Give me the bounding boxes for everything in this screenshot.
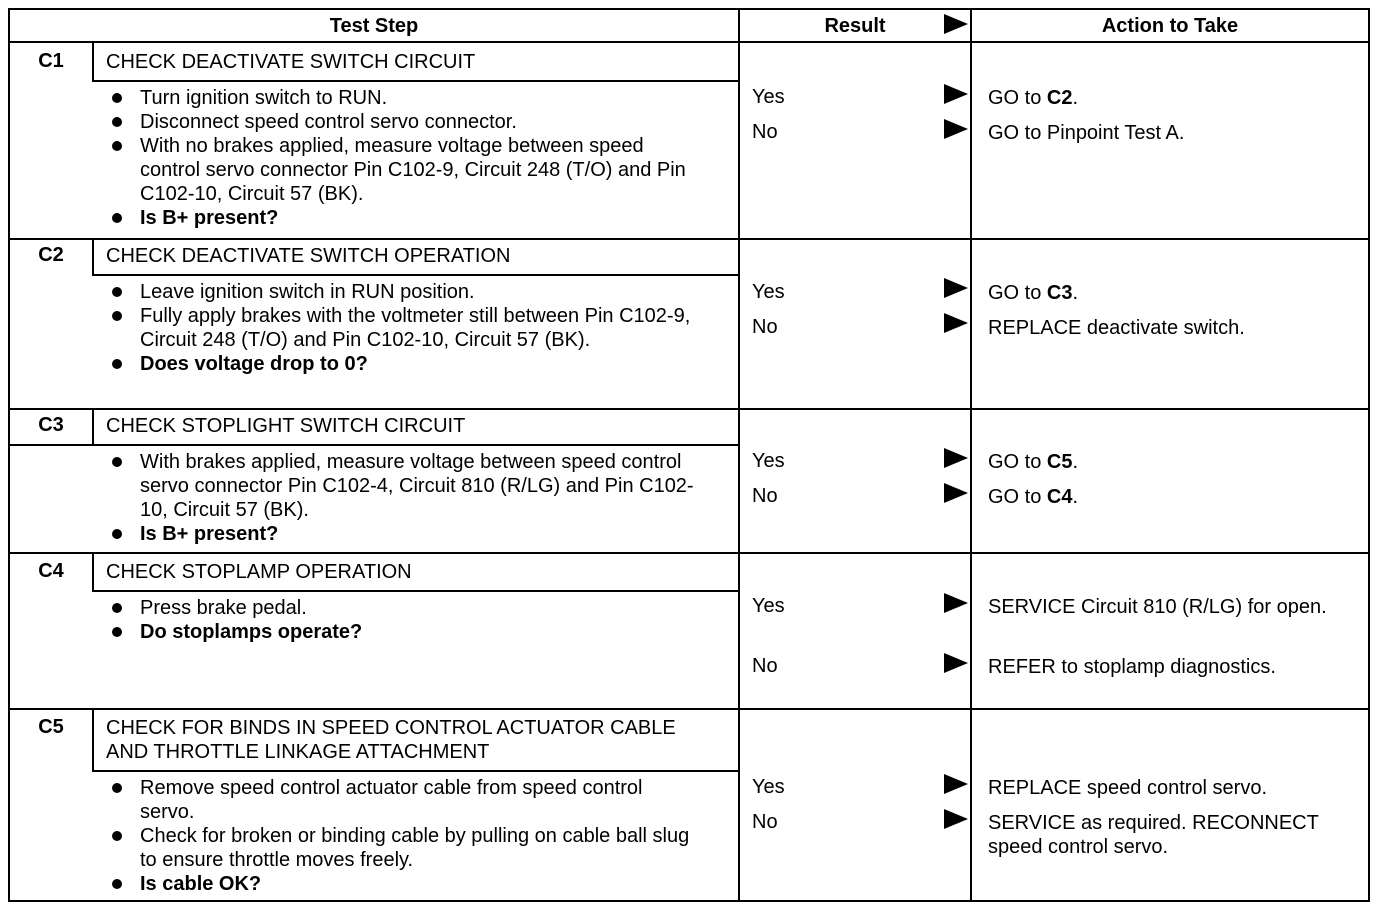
row-divider xyxy=(10,238,1368,240)
result-yes: Yes xyxy=(752,281,785,303)
step-id: C4 xyxy=(38,560,64,582)
step-title: CHECK DEACTIVATE SWITCH OPERATION xyxy=(106,245,511,267)
bullet-item: Press brake pedal. xyxy=(106,596,696,620)
result-no: No xyxy=(752,811,778,833)
bullet-item: Turn ignition switch to RUN. xyxy=(106,86,706,110)
bullet-item: Disconnect speed control servo connector. xyxy=(106,110,706,134)
step-title: CHECK DEACTIVATE SWITCH CIRCUIT xyxy=(106,51,476,73)
arrow-icon xyxy=(944,278,968,298)
step-title: CHECK STOPLAMP OPERATION xyxy=(106,561,412,583)
arrow-icon xyxy=(944,448,968,468)
action-text: GO to C3. xyxy=(988,282,1079,304)
bullet-question: Do stoplamps operate? xyxy=(106,620,696,644)
row-divider xyxy=(10,708,1368,710)
bullet-item: Check for broken or binding cable by pulling on cable ball slug to ensure throttle moves freely. xyxy=(106,824,696,872)
arrow-icon xyxy=(944,313,968,333)
arrow-icon xyxy=(944,483,968,503)
bullet-item: Remove speed control actuator cable from speed control servo. xyxy=(106,776,696,824)
step-id-divider xyxy=(92,554,94,590)
step-id: C5 xyxy=(38,716,64,738)
row-divider xyxy=(10,552,1368,554)
result-no: No xyxy=(752,121,778,143)
step-title: CHECK FOR BINDS IN SPEED CONTROL ACTUATOR CABLE AND THROTTLE LINKAGE ATTACHMENT xyxy=(106,717,676,763)
result-yes: Yes xyxy=(752,86,785,108)
step-bullets xyxy=(106,86,706,230)
column-divider xyxy=(738,10,740,900)
header-action: Action to Take xyxy=(1101,15,1239,37)
bullet-question: Is B+ present? xyxy=(106,206,706,230)
arrow-icon xyxy=(944,119,968,139)
step-id-divider xyxy=(92,42,94,80)
step-bullets xyxy=(106,776,696,896)
bullet-question: Is B+ present? xyxy=(106,522,696,546)
bullet-question: Does voltage drop to 0? xyxy=(106,352,696,376)
bullet-item: With no brakes applied, measure voltage between speed control servo connector Pin C102-9, Circuit 248 (T/O) and Pin C102-10, Circuit 57 (BK). xyxy=(106,134,706,206)
result-no: No xyxy=(752,655,778,677)
result-yes: Yes xyxy=(752,776,785,798)
step-id-divider xyxy=(92,710,94,770)
step-id-divider xyxy=(92,240,94,274)
step-id: C3 xyxy=(38,414,64,436)
arrow-icon xyxy=(944,14,968,34)
result-yes: Yes xyxy=(752,450,785,472)
arrow-icon xyxy=(944,653,968,673)
step-bullets xyxy=(106,280,696,376)
action-text: REPLACE deactivate switch. xyxy=(988,317,1245,339)
step-id-divider xyxy=(92,410,94,444)
bullet-item: With brakes applied, measure voltage between speed control servo connector Pin C102-4, Circuit 810 (R/LG) and Pin C102-10, Circuit 57 (BK). xyxy=(106,450,696,522)
action-text: GO to C2. xyxy=(988,87,1079,109)
step-title-divider xyxy=(10,444,738,446)
step-title-divider xyxy=(92,274,738,276)
step-title-divider xyxy=(92,80,738,82)
arrow-icon xyxy=(944,774,968,794)
header-test-step: Test Step xyxy=(329,15,419,37)
arrow-icon xyxy=(944,84,968,104)
bullet-item: Fully apply brakes with the voltmeter still between Pin C102-9, Circuit 248 (T/O) and Pin C102-10, Circuit 57 (BK). xyxy=(106,304,696,352)
step-id: C1 xyxy=(38,50,64,72)
bullet-question: Is cable OK? xyxy=(106,872,696,896)
action-text: GO to C5. xyxy=(988,451,1079,473)
result-yes: Yes xyxy=(752,595,785,617)
action-text: REFER to stoplamp diagnostics. xyxy=(988,656,1276,678)
action-text: GO to Pinpoint Test A. xyxy=(988,122,1185,144)
step-title-divider xyxy=(92,770,738,772)
action-text: SERVICE as required. RECONNECT speed control servo. xyxy=(988,812,1319,858)
result-no: No xyxy=(752,316,778,338)
step-bullets xyxy=(106,596,696,644)
step-bullets xyxy=(106,450,696,546)
header-divider xyxy=(10,41,1368,43)
arrow-icon xyxy=(944,809,968,829)
arrow-icon xyxy=(944,593,968,613)
row-divider xyxy=(10,408,1368,410)
step-title: CHECK STOPLIGHT SWITCH CIRCUIT xyxy=(106,415,466,437)
action-text: GO to C4. xyxy=(988,486,1079,508)
action-text: REPLACE speed control servo. xyxy=(988,777,1268,799)
step-title-divider xyxy=(92,590,738,592)
bullet-item: Leave ignition switch in RUN position. xyxy=(106,280,696,304)
step-id: C2 xyxy=(38,244,64,266)
diagnostic-table xyxy=(8,8,1370,902)
column-divider xyxy=(970,10,972,900)
result-no: No xyxy=(752,485,778,507)
header-result: Result xyxy=(824,15,886,37)
action-text: SERVICE Circuit 810 (R/LG) for open. xyxy=(988,596,1327,618)
